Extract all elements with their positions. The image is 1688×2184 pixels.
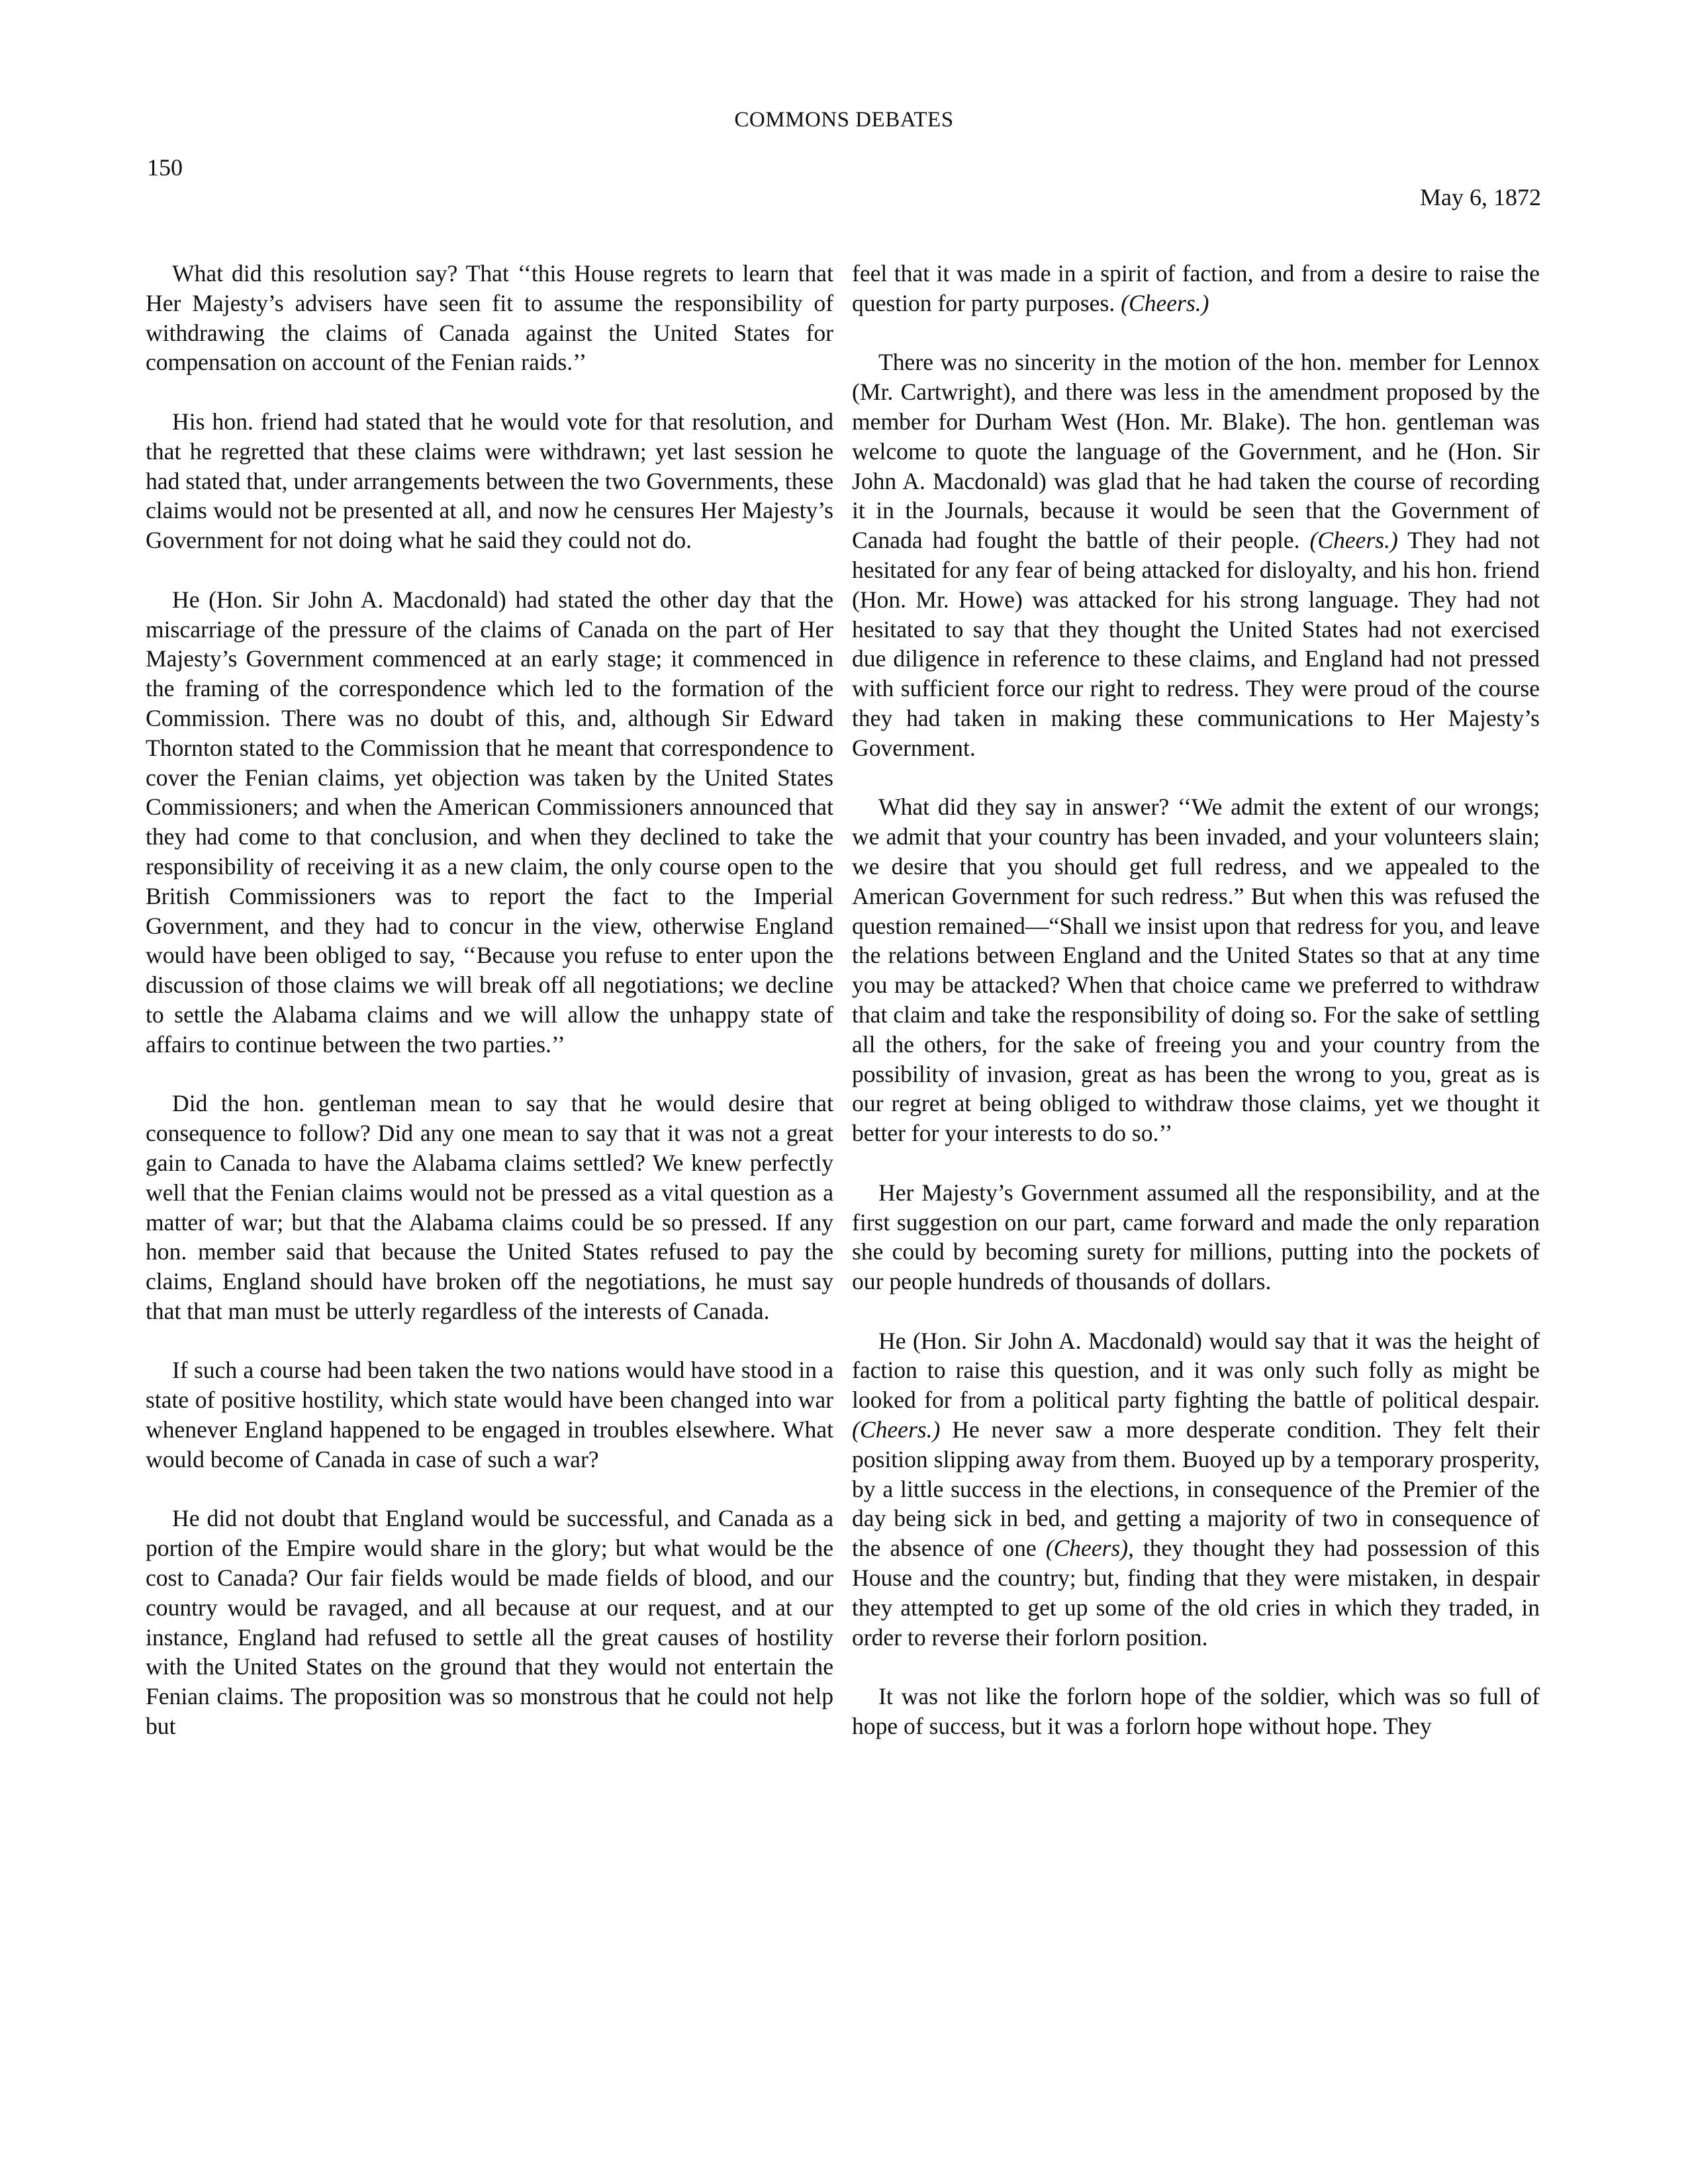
text-run: feel that it was made in a spirit of faction, and from a desire to raise the question for party purposes.	[852, 260, 1540, 316]
page-date: May 6, 1872	[1420, 184, 1541, 210]
paragraph: Did the hon. gentleman mean to say that he would desire that consequence to follow? Did any one mean to say that it was not a great gain to Canada to have the Alabama claims settled? We knew perfectly well that the Fenian claims would not be pressed as a vital question as a matter of war; but that the Alabama claims could be so pressed. If any hon. member said that because the United States refused to pay the claims, England should have broken off the negotiations, he must say that that man must be utterly regardless of the interests of Canada.	[146, 1090, 833, 1324]
page-number: 150	[147, 154, 183, 181]
cheers-annotation: (Cheers)	[1045, 1535, 1129, 1562]
paragraph: It was not like the forlorn hope of the soldier, which was so full of hope of success, but it was a forlorn hope without hope. They	[852, 1683, 1540, 1740]
paragraph	[852, 1326, 1540, 1653]
paragraph: If such a course had been taken the two nations would have stood in a state of positive hostility, which state would have been changed into war whenever England happened to be engaged in troubles elsewhere. What would become of Canada in case of such a war?	[146, 1357, 833, 1473]
paragraph: His hon. friend had stated that he would vote for that resolution, and that he regretted that these claims were withdrawn; yet last session he had stated that, under arrangements between the two Governments, these claims would not be presented at all, and now he censures Her Majesty’s Government for not doing what he said they could not do.	[146, 408, 833, 554]
paragraph	[852, 347, 1540, 762]
text-run: He never saw a more desperate condition. They felt their position slipping away from them. Buoyed up by a temporary prosperity, by a little success in the elections, in consequence of the Premier of the day being sick in bed, and getting a majority of two in consequence of the absence of one	[852, 1416, 1540, 1562]
left-column	[146, 259, 833, 1741]
text-run: They had not hesitated for any fear of being attacked for disloyalty, and his hon. friend (Hon. Mr. Howe) was attacked for his strong language. They had not hesitated to say that they thought the United States had not exercised due diligence in reference to these claims, and England had not pressed with sufficient force our right to redress. They were proud of the course they had taken in making these communications to Her Majesty’s Government.	[852, 527, 1540, 761]
text-run: There was no sincerity in the motion of the hon. member for Lennox (Mr. Cartwright), and there was less in the amendment proposed by the member for Durham West (Hon. Mr. Blake). The hon. gentleman was welcome to quote the language of the Government, and he (Hon. Sir John A. Macdonald) was glad that he had taken the course of recording it in the Journals, because it would be seen that the Government of Canada had fought the battle of their people.	[852, 349, 1540, 554]
paragraph: What did they say in answer? ‘‘We admit the extent of our wrongs; we admit that your country has been invaded, and your volunteers slain; we desire that you should get full redress, and we appealed to the American Government for such redress.” But when this was refused the question remained—“Shall we insist upon that redress for you, and leave the relations between England and the United States so that at any time you may be attacked? When that choice came we preferred to withdraw that claim and take the responsibility of doing so. For the sake of settling all the others, for the sake of freeing you and your country from the possibility of invasion, great as has been the wrong to you, great as is our regret at being obliged to withdraw those claims, yet we thought it better for your interests to do so.’’	[852, 794, 1540, 1147]
paragraph: He did not doubt that England would be successful, and Canada as a portion of the Empire would share in the glory; but what would be the cost to Canada? Our fair fields would be made fields of blood, and our country would be ravaged, and all because at our request, and at our instance, England had refused to settle all the great causes of hostility with the United States on the ground that they would not entertain the Fenian claims. The proposition was so monstrous that he could not help but	[146, 1505, 833, 1740]
paragraph: Her Majesty’s Government assumed all the responsibility, and at the first suggestion on our part, came forward and made the only reparation she could by becoming surety for millions, putting into the pockets of our people hundreds of thousands of dollars.	[852, 1179, 1540, 1295]
paragraph-continued	[852, 259, 1540, 318]
paragraph: He (Hon. Sir John A. Macdonald) had stated the other day that the miscarriage of the pressure of the claims of Canada on the part of Her Majesty’s Government commenced at an early stage; it commenced in the framing of the correspondence which led to the formation of the Commission. There was no doubt of this, and, although Sir Edward Thornton stated to the Commission that he meant that correspondence to cover the Fenian claims, yet objection was taken by the United States Commissioners; and when the American Commissioners announced that they had come to that conclusion, and when they declined to take the responsibility of receiving it as a new claim, the only course open to the British Commissioners was to report the fact to the Imperial Government, and they had to concur in the view, otherwise England would have been obliged to say, ‘‘Because you refuse to enter upon the discussion of those claims we will break off all negotiations; we decline to settle the Alabama claims and we will allow the unhappy state of affairs to continue between the two parties.’’	[146, 586, 833, 1058]
cheers-annotation: (Cheers.)	[1121, 289, 1209, 316]
right-column	[852, 259, 1540, 1741]
cheers-annotation: (Cheers.)	[852, 1416, 941, 1443]
cheers-annotation: (Cheers.)	[1309, 527, 1398, 554]
text-run: , they thought they had possession of this House and the country; but, finding that they were mistaken, in despair they attempted to get up some of the old cries in which they traded, in order to reverse their forlorn position.	[852, 1535, 1540, 1651]
running-head: COMMONS DEBATES	[734, 108, 954, 132]
paragraph: What did this resolution say? That ‘‘this House regrets to learn that Her Majesty’s advisers have seen fit to assume the responsibility of withdrawing the claims of Canada against the United States for compensation on account of the Fenian raids.’’	[146, 260, 833, 376]
text-run: He (Hon. Sir John A. Macdonald) would say that it was the height of faction to raise this question, and it was only such folly as might be looked for from a political party fighting the battle of political despair.	[852, 1327, 1540, 1414]
